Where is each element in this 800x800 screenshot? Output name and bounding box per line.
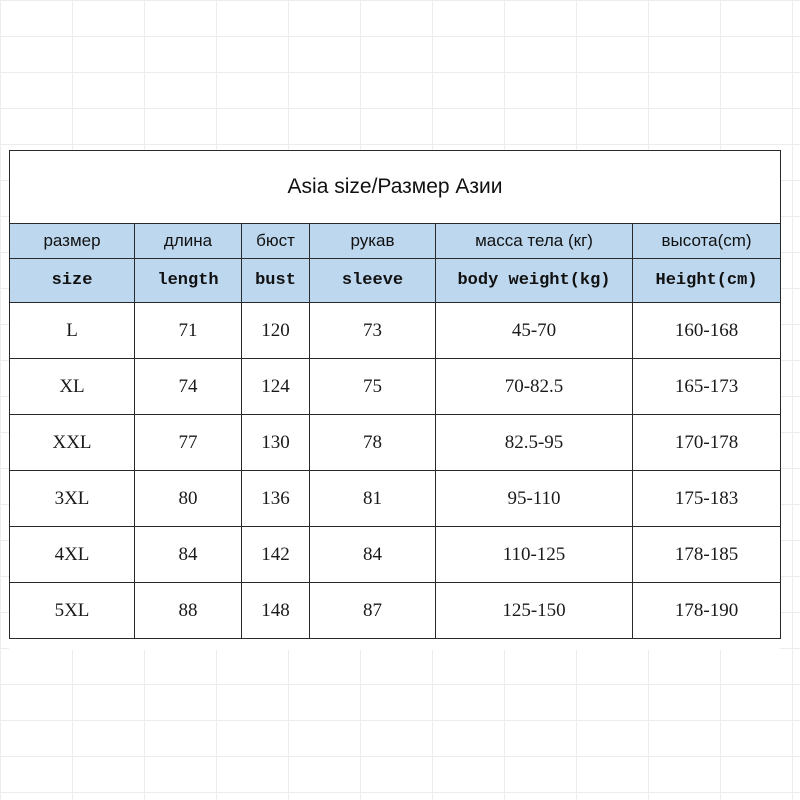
cell-bust: 142	[242, 527, 310, 583]
header-en-size: size	[10, 259, 135, 303]
cell-length: 84	[135, 527, 242, 583]
cell-size: 3XL	[10, 471, 135, 527]
cell-size: 4XL	[10, 527, 135, 583]
table-row	[10, 583, 781, 639]
cell-length: 74	[135, 359, 242, 415]
header-ru-length: длина	[135, 224, 242, 259]
cell-height: 170-178	[633, 415, 781, 471]
cell-height: 175-183	[633, 471, 781, 527]
cell-sleeve: 78	[310, 415, 436, 471]
header-en-body-weight: body weight(kg)	[436, 259, 633, 303]
cell-size: XXL	[10, 415, 135, 471]
header-ru-body-weight: масса тела (кг)	[436, 224, 633, 259]
cell-length: 80	[135, 471, 242, 527]
cell-body-weight: 45-70	[436, 303, 633, 359]
header-en-bust: bust	[242, 259, 310, 303]
size-chart-table	[9, 150, 781, 639]
cell-height: 178-190	[633, 583, 781, 639]
table-row	[10, 415, 781, 471]
header-row-english	[10, 259, 781, 303]
cell-height: 178-185	[633, 527, 781, 583]
cell-sleeve: 81	[310, 471, 436, 527]
cell-sleeve: 75	[310, 359, 436, 415]
table-row	[10, 359, 781, 415]
table-row	[10, 303, 781, 359]
header-ru-size: размер	[10, 224, 135, 259]
title-row	[10, 151, 781, 224]
cell-length: 88	[135, 583, 242, 639]
cell-length: 77	[135, 415, 242, 471]
cell-bust: 136	[242, 471, 310, 527]
cell-sleeve: 84	[310, 527, 436, 583]
table-row	[10, 527, 781, 583]
cell-bust: 148	[242, 583, 310, 639]
header-ru-height: высота(cm)	[633, 224, 781, 259]
header-ru-sleeve: рукав	[310, 224, 436, 259]
header-en-length: length	[135, 259, 242, 303]
cell-bust: 124	[242, 359, 310, 415]
cell-size: L	[10, 303, 135, 359]
cell-length: 71	[135, 303, 242, 359]
header-en-height: Height(cm)	[633, 259, 781, 303]
cell-body-weight: 95-110	[436, 471, 633, 527]
cell-size: 5XL	[10, 583, 135, 639]
cell-body-weight: 82.5-95	[436, 415, 633, 471]
cell-sleeve: 73	[310, 303, 436, 359]
header-en-sleeve: sleeve	[310, 259, 436, 303]
cell-height: 165-173	[633, 359, 781, 415]
cell-bust: 130	[242, 415, 310, 471]
table-row	[10, 471, 781, 527]
cell-height: 160-168	[633, 303, 781, 359]
size-chart-sheet	[9, 150, 780, 650]
cell-sleeve: 87	[310, 583, 436, 639]
header-ru-bust: бюст	[242, 224, 310, 259]
table-title: Asia size/Размер Азии	[10, 151, 781, 224]
cell-size: XL	[10, 359, 135, 415]
cell-body-weight: 125-150	[436, 583, 633, 639]
cell-body-weight: 110-125	[436, 527, 633, 583]
header-row-russian	[10, 224, 781, 259]
cell-bust: 120	[242, 303, 310, 359]
cell-body-weight: 70-82.5	[436, 359, 633, 415]
